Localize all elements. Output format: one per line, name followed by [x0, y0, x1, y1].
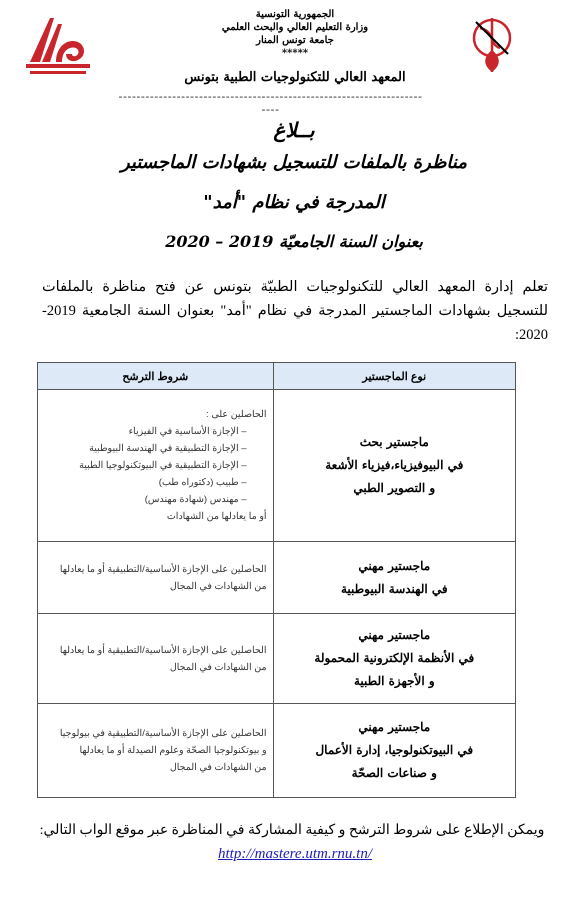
conditions-line: من الشهادات في المجال: [169, 580, 267, 592]
conditions-cell: [38, 542, 274, 614]
conditions-cell: [38, 704, 274, 798]
table-row: [38, 390, 516, 542]
master-type-line: في الأنظمة الإلكترونية المحمولة: [314, 651, 475, 665]
conditions-line: الحاصلين على الإجازة الأساسية/التطبيقية أو ما يعادلها: [59, 563, 267, 575]
institute-logo: [466, 14, 518, 76]
master-type-cell: [273, 704, 515, 798]
academic-year: بعنوان السنة الجامعيّة 2019 – 2020: [165, 232, 423, 251]
footer-text: ويمكن الإطلاع على شروط الترشح و كيفية المشاركة في المناظرة عبر موقع الواب التالي:: [39, 823, 545, 838]
conditions-item: – الإجازة التطبيقية في الهندسة البيوطبية: [89, 443, 247, 454]
conditions-line: من الشهادات في المجال: [169, 762, 267, 773]
intro-paragraph: تعلم إدارة المعهد العالي للتكنولوجيات الطبيّة بتونس عن فتح مناظرة بالملفات للتسجيل بشهادات الماجستير المدرجة في نظام "أمد" بعنوان السنة الجامعية 2019-2020:: [42, 279, 548, 343]
notice-subtitle: مناظرة بالملفات للتسجيل بشهادات الماجستير: [121, 152, 467, 173]
conditions-intro: الحاصلين على :: [206, 409, 267, 420]
master-type-line: في الهندسة البيوطبية: [340, 581, 448, 596]
master-type-line: و صناعات الصحّة: [351, 766, 437, 780]
conditions-line: من الشهادات في المجال: [169, 661, 267, 673]
notice-title: بــلاغ: [273, 118, 315, 142]
table-row: [38, 542, 516, 614]
institute-name: المعهد العالي للتكنولوجيات الطبية بتونس: [184, 70, 406, 85]
header-type: نوع الماجستير: [273, 363, 515, 390]
master-type-cell: [273, 542, 515, 614]
table-row: [38, 704, 516, 798]
conditions-item: – مهندس (شهادة مهندس): [144, 494, 247, 505]
conditions-cell: [38, 614, 274, 704]
master-type-line: في البيوفيزياء،فيزياء الأشعة: [325, 458, 464, 472]
conditions-line: الحاصلين على الإجازة الأساسية/التطبيقية أو ما يعادلها: [59, 644, 267, 656]
separator-line: ------------------------------------------------------------------------: [118, 90, 423, 116]
master-type-line: و التصوير الطبي: [353, 481, 436, 495]
master-type-cell: [273, 390, 515, 542]
table-header-row: [38, 363, 516, 390]
country-name: الجمهورية التونسية: [255, 9, 335, 20]
conditions-line: و بيوتكنولوجيا الصحّة وعلوم الصيدلة أو ما يعادلها: [79, 745, 267, 756]
master-type-line: ماجستير بحث: [359, 435, 429, 449]
conditions-item: – الإجازة التطبيقية في البيوتكنولوجيا الطبية: [79, 460, 247, 471]
table-row: [38, 614, 516, 704]
website-link[interactable]: http://mastere.utm.rnu.tn/: [217, 846, 373, 862]
conditions-item: – طبيب (دكتوراه طب): [158, 477, 247, 488]
conditions-outro: أو ما يعادلها من الشهادات: [166, 511, 267, 522]
conditions-item: – الإجازة الأساسية في الفيزياء: [128, 426, 247, 437]
master-type-line: ماجستير مهني: [358, 558, 431, 573]
header-conditions: شروط الترشح: [38, 363, 274, 390]
header-stars: *****: [281, 48, 309, 59]
university-logo: [20, 10, 96, 80]
master-type-cell: [273, 614, 515, 704]
header-block: [170, 8, 420, 60]
master-type-line: و الأجهزة الطبية: [353, 674, 435, 688]
conditions-line: الحاصلين على الإجازة الأساسية/التطبيقية في بيولوجيا: [59, 728, 267, 739]
master-type-line: ماجستير مهني: [358, 628, 431, 642]
master-type-line: ماجستير مهني: [358, 720, 431, 734]
conditions-cell: [38, 390, 274, 542]
ministry-name: وزارة التعليم العالي والبحث العلمي: [221, 22, 369, 33]
university-name: جامعة تونس المنار: [256, 35, 334, 46]
masters-table: [37, 362, 516, 798]
master-type-line: في البيوتكنولوجيا، إدارة الأعمال: [315, 743, 474, 757]
notice-subtitle-2: المدرجة في نظام "أمد": [203, 192, 385, 213]
